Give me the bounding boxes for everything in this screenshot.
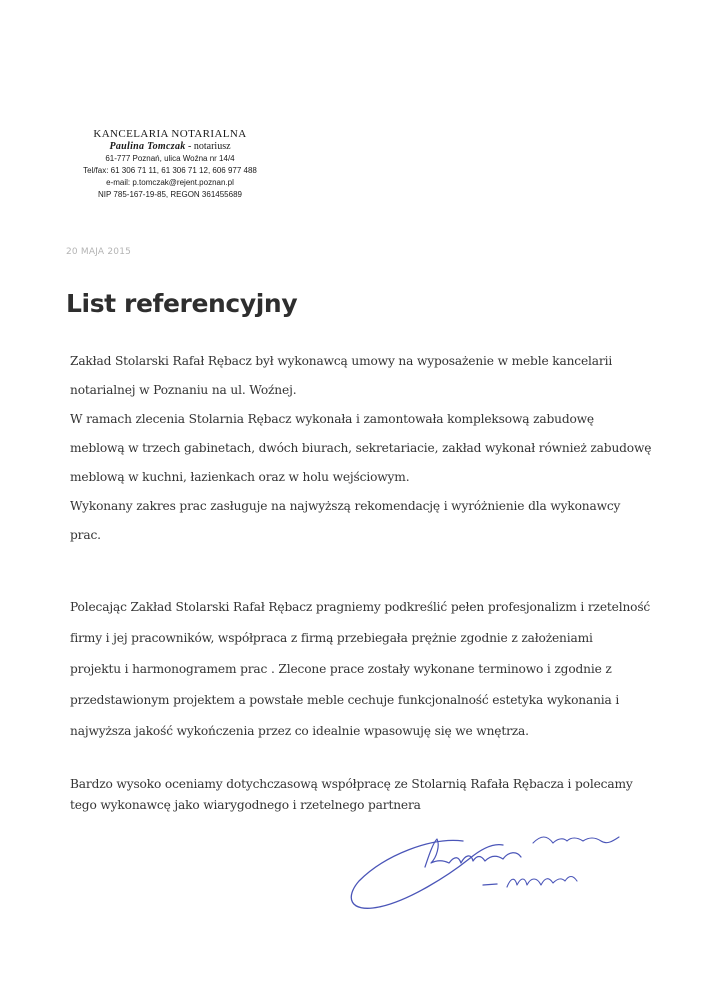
text-line: firmy i jej pracowników, współpraca z firmą przebiegała prężnie zgodnie z założeniami	[70, 631, 593, 645]
handwritten-signature	[345, 815, 635, 920]
text-line: przedstawionym projektem a powstałe meble cechuje funkcjonalność estetyka wykonania i	[70, 693, 620, 707]
stamp-ids: NIP 785-167-19-85, REGON 361455689	[98, 190, 242, 199]
text-line: Wykonany zakres prac zasługuje na najwyższą rekomendację i wyróżnienie dla wykonawcy	[70, 499, 621, 513]
signature-title	[507, 877, 577, 888]
stamp-address: 61-777 Poznań, ulica Woźna nr 14/4	[105, 154, 235, 163]
notary-title: - notariusz	[188, 141, 231, 152]
text-line: najwyższa jakość wykończenia przez co idealnie wpasowuję się we wnętrza.	[70, 724, 529, 738]
notary-line	[50, 141, 290, 153]
stamp-phone: Tel/fax: 61 306 71 11, 61 306 71 12, 606 977 488	[83, 166, 257, 175]
text-line: Bardzo wysoko oceniamy dotychczasową współpracę ze Stolarnią Rafała Rębacza i polecamy	[70, 777, 633, 791]
text-line: notarialnej w Poznaniu na ul. Woźnej.	[70, 383, 297, 397]
text-line: tego wykonawcę jako wiarygodnego i rzetelnego partnera	[70, 798, 421, 812]
signature-surname	[533, 837, 619, 843]
office-name: KANCELARIA NOTARIALNA	[93, 128, 247, 140]
text-line: projektu i harmonogramem prac . Zlecone prace zostały wykonane terminowo i zgodnie z	[70, 662, 612, 676]
text-line: Zakład Stolarski Rafał Rębacz był wykonawcą umowy na wyposażenie w meble kancelarii	[70, 354, 613, 368]
signature-dash	[483, 884, 497, 885]
text-line: meblową w kuchni, łazienkach oraz w holu wejściowym.	[70, 470, 410, 484]
text-line: W ramach zlecenia Stolarnia Rębacz wykonała i zamontowała kompleksową zabudowę	[70, 412, 594, 426]
paragraph-3	[70, 774, 670, 816]
text-line: meblową w trzech gabinetach, dwóch biurach, sekretariacie, zakład wykonał również zabudowę	[70, 441, 652, 455]
paragraph-1	[70, 347, 670, 550]
notary-stamp	[50, 128, 290, 201]
signature-name	[425, 839, 521, 867]
paragraph-2	[70, 592, 670, 747]
notary-name: Paulina Tomczak	[109, 141, 186, 152]
text-line: Polecając Zakład Stolarski Rafał Rębacz pragniemy podkreślić pełen profesjonalizm i rzetelność	[70, 600, 651, 614]
stamp-email: e-mail: p.tomczak@rejent.poznan.pl	[106, 178, 234, 187]
signature-sweep	[351, 840, 503, 908]
letter-date: 20 MAJA 2015	[66, 247, 132, 257]
letter-title: List referencyjny	[66, 289, 298, 318]
text-line: prac.	[70, 528, 101, 542]
